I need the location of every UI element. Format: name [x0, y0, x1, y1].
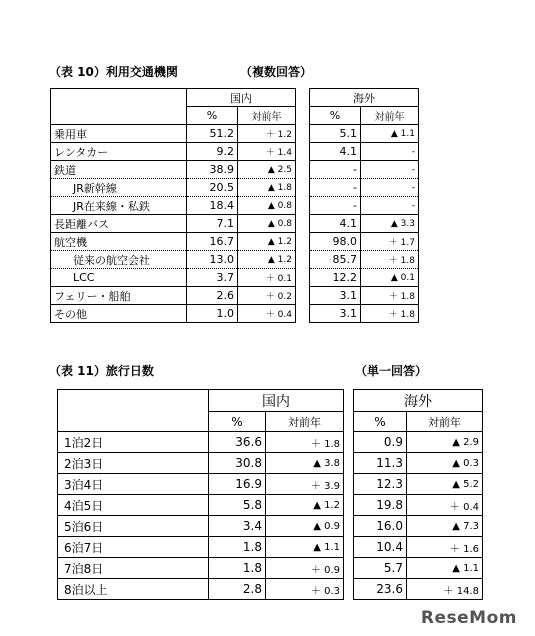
overseas-pct: 10.4	[354, 537, 407, 558]
domestic-yoy: ＋ 0.3	[266, 579, 344, 600]
spacer	[344, 558, 354, 579]
pct-header: %	[187, 107, 238, 125]
table-row	[51, 143, 419, 161]
table11-title: （表 11）旅行日数	[49, 364, 154, 378]
table-row	[58, 516, 483, 537]
domestic-yoy: ＋ 1.8	[266, 432, 344, 453]
domestic-header: 国内	[187, 89, 296, 107]
table-row	[51, 125, 419, 143]
spacer	[344, 453, 354, 474]
table-row	[58, 558, 483, 579]
spacer	[296, 179, 310, 197]
overseas-yoy: ▲ 2.9	[407, 432, 483, 453]
table-row	[51, 197, 419, 215]
spacer	[344, 474, 354, 495]
domestic-yoy: ▲ 0.9	[266, 516, 344, 537]
table-row	[58, 537, 483, 558]
overseas-pct: -	[310, 179, 361, 197]
spacer	[296, 161, 310, 179]
overseas-yoy: -	[361, 197, 419, 215]
row-label: 航空機	[51, 233, 187, 251]
pct-header: %	[209, 412, 266, 432]
domestic-yoy: ▲ 1.2	[238, 233, 296, 251]
spacer	[296, 287, 310, 305]
domestic-pct: 1.0	[187, 305, 238, 323]
overseas-yoy: ＋ 1.8	[361, 287, 419, 305]
domestic-pct: 38.9	[187, 161, 238, 179]
overseas-yoy: ＋ 0.4	[407, 495, 483, 516]
table-row	[51, 269, 419, 287]
domestic-yoy: ▲ 1.2	[266, 495, 344, 516]
overseas-yoy: -	[361, 179, 419, 197]
table10-note: （複数回答）	[240, 65, 313, 79]
table-row	[58, 432, 483, 453]
domestic-pct: 2.6	[187, 287, 238, 305]
domestic-pct: 20.5	[187, 179, 238, 197]
overseas-pct: 19.8	[354, 495, 407, 516]
corner-cell	[51, 89, 187, 125]
domestic-yoy: ＋ 1.2	[238, 125, 296, 143]
spacer	[344, 432, 354, 453]
spacer	[296, 197, 310, 215]
table-row	[58, 495, 483, 516]
row-label: JR在来線・私鉄	[51, 197, 187, 215]
resemom-logo: ReseMom	[420, 608, 517, 628]
domestic-yoy: ▲ 0.8	[238, 215, 296, 233]
domestic-pct: 2.8	[209, 579, 266, 600]
overseas-pct: 11.3	[354, 453, 407, 474]
row-label: 6泊7日	[58, 537, 209, 558]
table-row	[51, 215, 419, 233]
overseas-pct: 98.0	[310, 233, 361, 251]
row-label: 8泊以上	[58, 579, 209, 600]
row-label: 5泊6日	[58, 516, 209, 537]
row-label: 2泊3日	[58, 453, 209, 474]
yoy-header: 対前年	[407, 412, 483, 432]
row-label: LCC	[51, 269, 187, 287]
overseas-yoy: ＋ 1.7	[361, 233, 419, 251]
table-row	[51, 161, 419, 179]
row-label: JR新幹線	[51, 179, 187, 197]
domestic-pct: 5.8	[209, 495, 266, 516]
domestic-yoy: ▲ 1.2	[238, 251, 296, 269]
row-label: 1泊2日	[58, 432, 209, 453]
domestic-pct: 1.8	[209, 537, 266, 558]
domestic-pct: 13.0	[187, 251, 238, 269]
row-label: フェリー・船舶	[51, 287, 187, 305]
domestic-pct: 9.2	[187, 143, 238, 161]
domestic-pct: 36.6	[209, 432, 266, 453]
overseas-pct: 0.9	[354, 432, 407, 453]
domestic-pct: 30.8	[209, 453, 266, 474]
table11	[57, 389, 483, 600]
row-label: 7泊8日	[58, 558, 209, 579]
overseas-yoy: ＋ 14.8	[407, 579, 483, 600]
table-row	[58, 453, 483, 474]
spacer	[296, 215, 310, 233]
overseas-pct: 4.1	[310, 143, 361, 161]
table-row	[58, 474, 483, 495]
overseas-yoy: ▲ 7.3	[407, 516, 483, 537]
overseas-yoy: ＋ 1.6	[407, 537, 483, 558]
corner-cell	[58, 390, 209, 432]
spacer	[296, 269, 310, 287]
domestic-yoy: ▲ 1.1	[266, 537, 344, 558]
domestic-pct: 51.2	[187, 125, 238, 143]
table11-note: （単一回答）	[355, 364, 428, 378]
overseas-pct: 12.3	[354, 474, 407, 495]
overseas-yoy: ▲ 0.3	[407, 453, 483, 474]
spacer	[296, 233, 310, 251]
domestic-header: 国内	[209, 390, 344, 412]
yoy-header: 対前年	[266, 412, 344, 432]
overseas-pct: 23.6	[354, 579, 407, 600]
table-row	[51, 233, 419, 251]
spacer	[296, 143, 310, 161]
overseas-yoy: -	[361, 161, 419, 179]
row-label: その他	[51, 305, 187, 323]
pct-header: %	[354, 412, 407, 432]
domestic-pct: 3.7	[187, 269, 238, 287]
domestic-pct: 16.7	[187, 233, 238, 251]
domestic-yoy: ＋ 0.4	[238, 305, 296, 323]
overseas-pct: 16.0	[354, 516, 407, 537]
spacer	[296, 305, 310, 323]
domestic-pct: 16.9	[209, 474, 266, 495]
spacer	[344, 537, 354, 558]
domestic-yoy: ＋ 0.2	[238, 287, 296, 305]
pct-header: %	[310, 107, 361, 125]
spacer	[344, 495, 354, 516]
domestic-yoy: ＋ 1.4	[238, 143, 296, 161]
domestic-pct: 18.4	[187, 197, 238, 215]
domestic-pct: 7.1	[187, 215, 238, 233]
overseas-header: 海外	[354, 390, 483, 412]
domestic-pct: 1.8	[209, 558, 266, 579]
row-label: 鉄道	[51, 161, 187, 179]
domestic-yoy: ＋ 0.9	[266, 558, 344, 579]
overseas-pct: -	[310, 161, 361, 179]
overseas-yoy: ▲ 0.1	[361, 269, 419, 287]
table-row	[51, 305, 419, 323]
domestic-yoy: ▲ 0.8	[238, 197, 296, 215]
overseas-header: 海外	[310, 89, 419, 107]
overseas-yoy: ＋ 1.8	[361, 305, 419, 323]
overseas-pct: 5.1	[310, 125, 361, 143]
domestic-pct: 3.4	[209, 516, 266, 537]
spacer	[296, 251, 310, 269]
overseas-yoy: ▲ 3.3	[361, 215, 419, 233]
yoy-header: 対前年	[238, 107, 296, 125]
overseas-pct: -	[310, 197, 361, 215]
domestic-yoy: ▲ 3.8	[266, 453, 344, 474]
row-label: 3泊4日	[58, 474, 209, 495]
overseas-yoy: ▲ 1.1	[361, 125, 419, 143]
row-label: レンタカー	[51, 143, 187, 161]
spacer	[344, 579, 354, 600]
row-label: 4泊5日	[58, 495, 209, 516]
table-row	[58, 579, 483, 600]
table-row	[51, 251, 419, 269]
domestic-yoy: ＋ 3.9	[266, 474, 344, 495]
domestic-yoy: ＋ 0.1	[238, 269, 296, 287]
table-row	[51, 179, 419, 197]
row-label: 乗用車	[51, 125, 187, 143]
overseas-yoy: ＋ 1.8	[361, 251, 419, 269]
table10	[50, 88, 419, 323]
spacer	[344, 516, 354, 537]
overseas-pct: 85.7	[310, 251, 361, 269]
row-label: 従来の航空会社	[51, 251, 187, 269]
domestic-yoy: ▲ 2.5	[238, 161, 296, 179]
overseas-pct: 5.7	[354, 558, 407, 579]
table10-title: （表 10）利用交通機関	[49, 65, 178, 79]
domestic-yoy: ▲ 1.8	[238, 179, 296, 197]
overseas-pct: 3.1	[310, 305, 361, 323]
spacer	[296, 125, 310, 143]
row-label: 長距離バス	[51, 215, 187, 233]
yoy-header: 対前年	[361, 107, 419, 125]
overseas-yoy: -	[361, 143, 419, 161]
overseas-yoy: ▲ 5.2	[407, 474, 483, 495]
overseas-pct: 12.2	[310, 269, 361, 287]
table-row	[51, 287, 419, 305]
overseas-pct: 4.1	[310, 215, 361, 233]
overseas-pct: 3.1	[310, 287, 361, 305]
overseas-yoy: ▲ 1.1	[407, 558, 483, 579]
